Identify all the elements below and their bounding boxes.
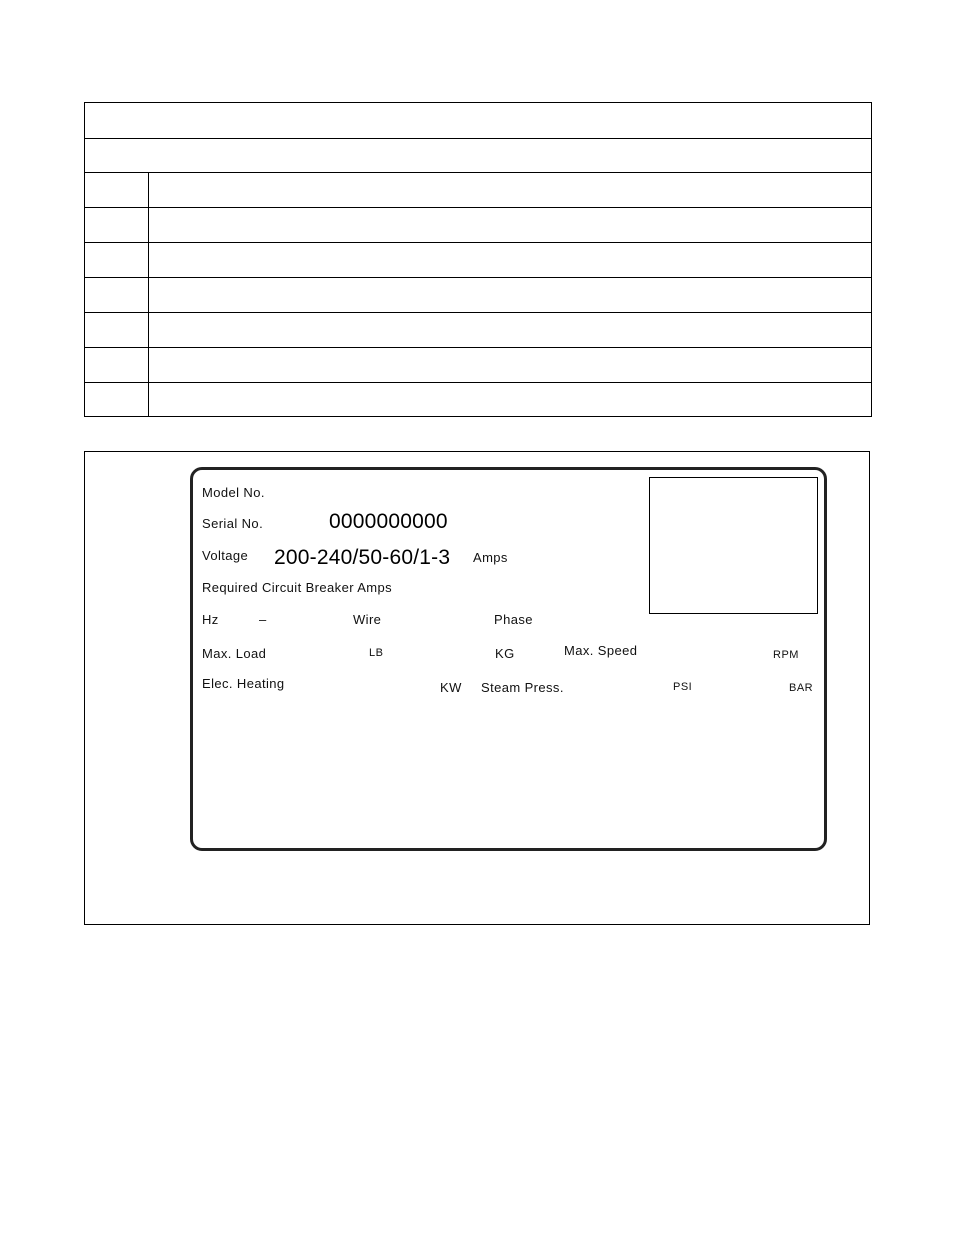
table-row [85,208,871,243]
table-row-description [150,348,871,382]
nameplate-logo-box [649,477,818,614]
phase-label: Phase [494,612,533,627]
psi-unit: PSI [673,681,693,693]
max-load-label: Max. Load [202,646,267,661]
table-row [85,243,871,278]
circuit-breaker-label: Required Circuit Breaker Amps [202,580,393,595]
elec-heating-label: Elec. Heating [202,676,285,691]
table-row-description [150,313,871,347]
table-row-number [85,313,149,347]
table-row-number [85,383,149,417]
bar-unit: BAR [789,682,814,694]
form-table [84,102,872,417]
table-row-number [85,208,149,242]
table-row-number [85,173,149,207]
table-row-description [150,173,871,207]
table-row-description [150,243,871,277]
lb-unit: LB [369,647,384,659]
table-row [85,173,871,208]
serial-number-label: Serial No. [202,516,264,531]
voltage-value: 200-240/50-60/1-3 [274,546,451,569]
table-row-description [150,208,871,242]
hz-label: Hz [202,612,219,627]
table-row-description [150,383,871,417]
voltage-label: Voltage [202,548,249,563]
table-header-cell [85,103,871,119]
kg-unit: KG [495,646,515,661]
table-row-number [85,243,149,277]
table-row [85,383,871,417]
serial-number-value: 0000000000 [329,510,448,533]
table-header-row [85,103,871,139]
model-number-label: Model No. [202,485,265,500]
table-row [85,313,871,348]
table-subheader-row [85,139,871,173]
table-row-description [150,278,871,312]
table-row [85,348,871,383]
steam-press-label: Steam Press. [481,680,564,695]
table-row-number [85,348,149,382]
table-row-number [85,278,149,312]
wire-label: Wire [353,612,382,627]
table-subheader-cell [85,139,871,155]
rpm-unit: RPM [773,649,799,661]
kw-unit: KW [440,680,462,695]
hz-dash: – [259,612,267,627]
amps-label: Amps [473,550,508,565]
max-speed-label: Max. Speed [564,643,638,658]
table-row [85,278,871,313]
